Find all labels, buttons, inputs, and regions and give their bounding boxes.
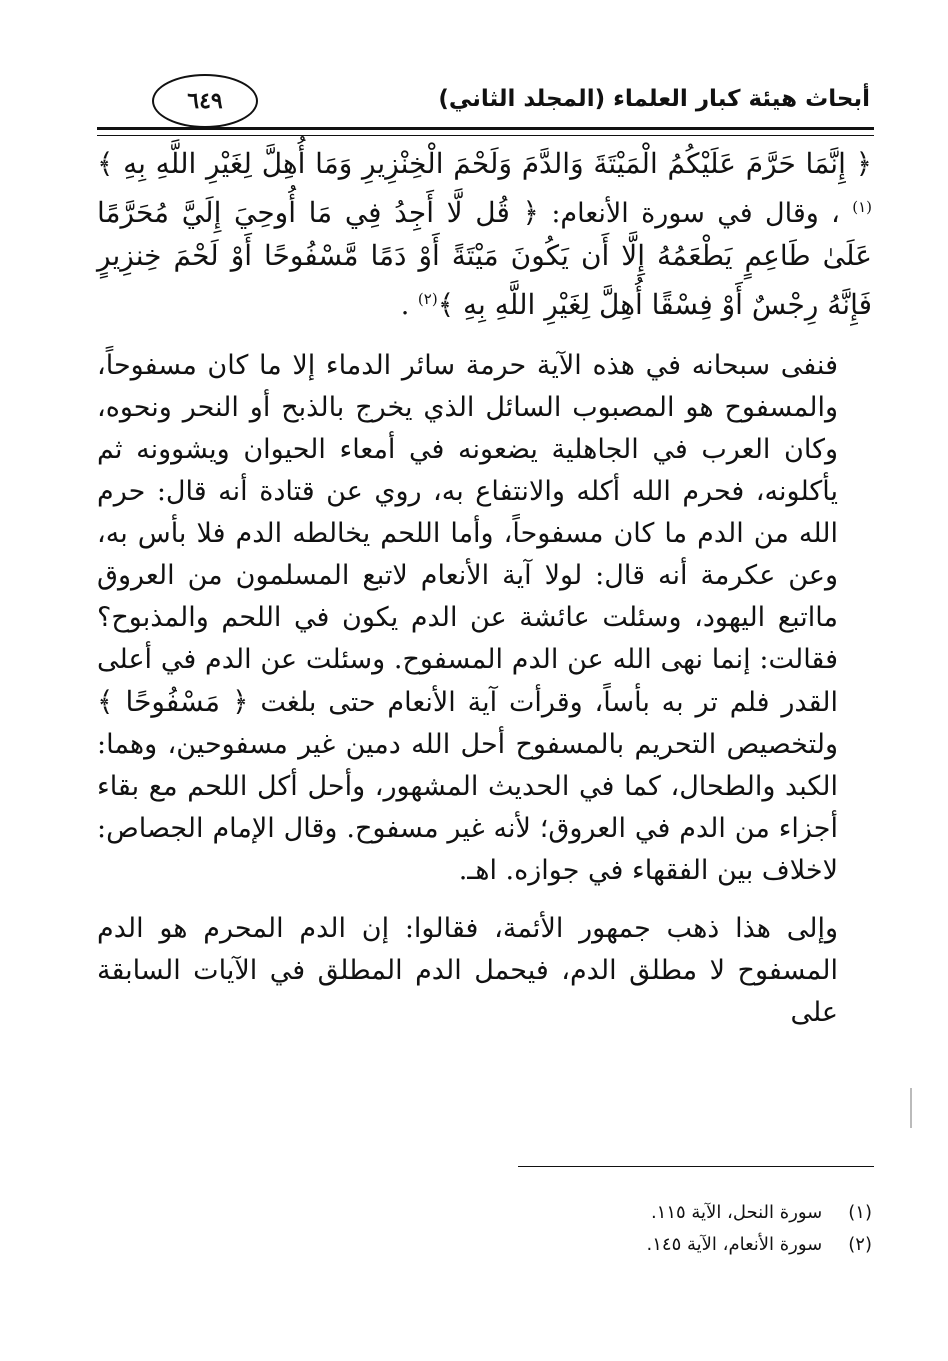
header-rule-thin bbox=[97, 135, 874, 136]
main-text bbox=[97, 143, 872, 1034]
punctuation: . bbox=[400, 290, 410, 321]
footnote-text: سورة الأنعام، الآية ١٤٥. bbox=[646, 1234, 823, 1255]
footnote-number: (٢) bbox=[848, 1234, 872, 1255]
paragraph-text: فنفى سبحانه في هذه الآية حرمة سائر الدماء إلا ما كان مسفوحاً، والمسفوح هو المصبوب السائل الذي يخرج بالذبح أو النحر ونحوه، وكان العرب في الجاهلية يضعونه في أمعاء الحيوان ويشوونه ثم يأكلونه، فحرم الله أكله والانتفاع به، روي عن قتادة أنه قال: حرم الله من الدم ما كان مسفوحاً، وأما اللحم يخالطه الدم فلا بأس به، وعن عكرمة أنه قال: لولا آية الأنعام لاتبع المسلمون من العروق مااتبع اليهود، وسئلت عائشة عن الدم يكون في اللحم والمذبوح؟ فقالت: إنما نهى الله عن الدم المسفوح. وسئلت عن الدم في أعلى القدر فلم تر به بأساً، وقرأت آية الأنعام حتى بلغت bbox=[97, 350, 838, 718]
quran-word-masfuh: ﴿ مَسْفُوحًا ﴾ bbox=[97, 685, 249, 718]
footnote-separator bbox=[518, 1166, 874, 1167]
footnotes bbox=[172, 1197, 872, 1261]
footnote-ref-1: (١) bbox=[852, 198, 873, 216]
intro-text: وقال في سورة الأنعام: bbox=[551, 198, 819, 229]
punctuation: ، bbox=[831, 198, 840, 229]
quran-verse-nahl: ﴿ إِنَّمَا حَرَّمَ عَلَيْكُمُ الْمَيْتَةَ وَالدَّمَ وَلَحْمَ الْخِنْزِيرِ وَمَا أُهِلَّ لِغَيْرِ اللَّهِ بِهِ ﴾ bbox=[97, 147, 872, 180]
paragraph-majority bbox=[97, 908, 872, 1034]
footnote-number: (١) bbox=[848, 1202, 872, 1223]
quran-verse-anam: ﴿ قُل لَّا أَجِدُ فِي مَا أُوحِيَ إِلَيَّ مُحَرَّمًا عَلَىٰ طَاعِمٍ يَطْعَمُهُ إِلَّا أَن يَكُونَ مَيْتَةً أَوْ دَمًا مَّسْفُوحًا أَوْ لَحْمَ خِنزِيرٍ فَإِنَّهُ رِجْسٌ أَوْ فِسْقًا أُهِلَّ لِغَيْرِ اللَّهِ بِهِ ﴾ bbox=[97, 196, 872, 321]
paragraph-text-continued: ولتخصيص التحريم بالمسفوح أحل الله دمين غير مسفوحين، وهما: الكبد والطحال، كما في الحديث المشهور، وأحل أكل اللحم مع بقاء أجزاء من الدم في العروق؛ لأنه غير مسفوح. وقال الإمام الجصاص: لاخلاف بين الفقهاء في جوازه. اهـ. bbox=[97, 729, 838, 886]
footnote-1 bbox=[172, 1197, 872, 1229]
page-number: ٦٤٩ bbox=[187, 88, 223, 114]
scan-margin-mark bbox=[910, 1088, 912, 1128]
paragraph-explanation bbox=[97, 345, 872, 892]
header-rule-thick bbox=[97, 127, 874, 130]
footnote-ref-2: (٢) bbox=[417, 290, 438, 308]
quran-verse-paragraph bbox=[97, 143, 872, 327]
paragraph-text: وإلى هذا ذهب جمهور الأئمة، فقالوا: إن الدم المحرم هو الدم المسفوح لا مطلق الدم، فيحمل الدم المطلق في الآيات السابقة على bbox=[97, 913, 838, 1028]
running-header-title: أبحاث هيئة كبار العلماء (المجلد الثاني) bbox=[438, 86, 870, 112]
footnote-2 bbox=[172, 1229, 872, 1261]
footnote-text: سورة النحل، الآية ١١٥. bbox=[650, 1202, 823, 1223]
page-number-oval bbox=[152, 74, 258, 128]
